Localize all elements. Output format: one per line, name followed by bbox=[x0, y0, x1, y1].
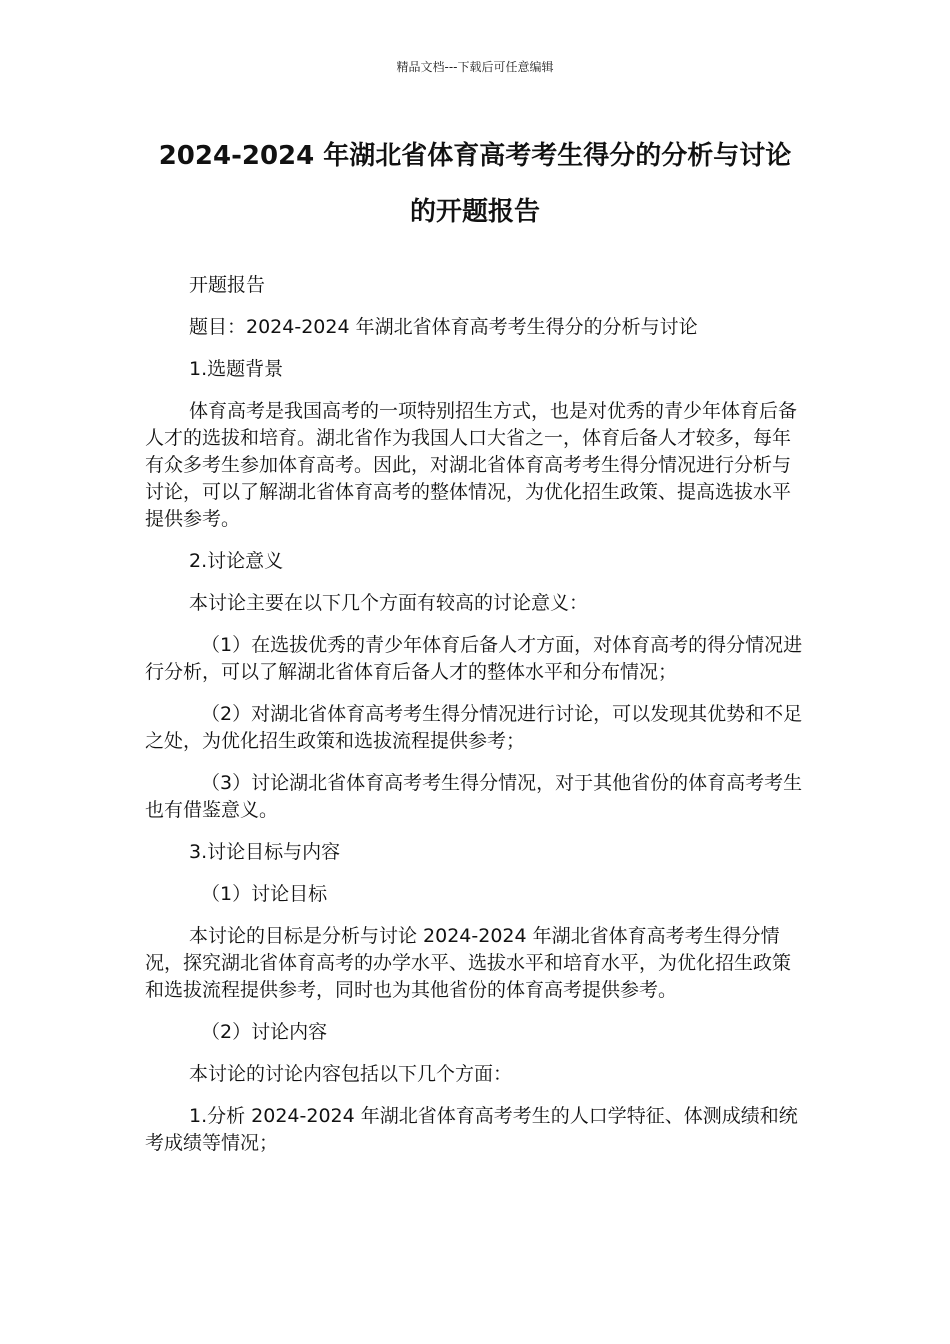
list-item-significance-3: （3）讨论湖北省体育高考考生得分情况，对于其他省份的体育高考考生也有借鉴意义。 bbox=[145, 772, 803, 821]
subheading-goals: （1）讨论目标 bbox=[201, 883, 328, 905]
subheading-content: （2）讨论内容 bbox=[201, 1021, 328, 1043]
paragraph-goals: 本讨论的目标是分析与讨论 2024-2024 年湖北省体育高考考生得分情况，探究湖北省体育高考的办学水平、选拔水平和培育水平，为优化招生政策和选拔流程提供参考，同时也为其他省份的体育高考提供参考。 bbox=[145, 925, 792, 1001]
document-body bbox=[145, 272, 805, 1172]
title-line-2: 的开题报告 bbox=[409, 197, 540, 227]
document-title bbox=[130, 128, 820, 240]
paragraph-report-label: 开题报告 bbox=[189, 274, 266, 296]
list-item-significance-2: （2）对湖北省体育高考考生得分情况进行讨论，可以发现其优势和不足之处，为优化招生政策和选拔流程提供参考； bbox=[145, 703, 803, 752]
paragraph-background: 体育高考是我国高考的一项特别招生方式，也是对优秀的青少年体育后备人才的选拔和培育。湖北省作为我国人口大省之一，体育后备人才较多，每年有众多考生参加体育高考。因此，对湖北省体育高考考生得分情况进行分析与讨论，可以了解湖北省体育高考的整体情况，为优化招生政策、提高选拔水平提供参考。 bbox=[145, 400, 798, 530]
title-line-1: 2024-2024 年湖北省体育高考考生得分的分析与讨论 bbox=[158, 141, 792, 171]
paragraph-significance-intro: 本讨论主要在以下几个方面有较高的讨论意义： bbox=[189, 592, 589, 614]
section-heading-background: 1.选题背景 bbox=[189, 358, 284, 380]
paragraph-topic: 题目：2024-2024 年湖北省体育高考考生得分的分析与讨论 bbox=[189, 316, 698, 338]
section-heading-goals-content: 3.讨论目标与内容 bbox=[189, 841, 341, 863]
list-item-content-1: 1.分析 2024-2024 年湖北省体育高考考生的人口学特征、体测成绩和统考成绩等情况； bbox=[145, 1105, 798, 1154]
paragraph-content-intro: 本讨论的讨论内容包括以下几个方面： bbox=[189, 1063, 513, 1085]
section-heading-significance: 2.讨论意义 bbox=[189, 550, 284, 572]
header-note: 精品文档---下载后可任意编辑 bbox=[396, 60, 554, 74]
list-item-significance-1: （1）在选拔优秀的青少年体育后备人才方面，对体育高考的得分情况进行分析，可以了解湖北省体育后备人才的整体水平和分布情况； bbox=[145, 634, 803, 683]
